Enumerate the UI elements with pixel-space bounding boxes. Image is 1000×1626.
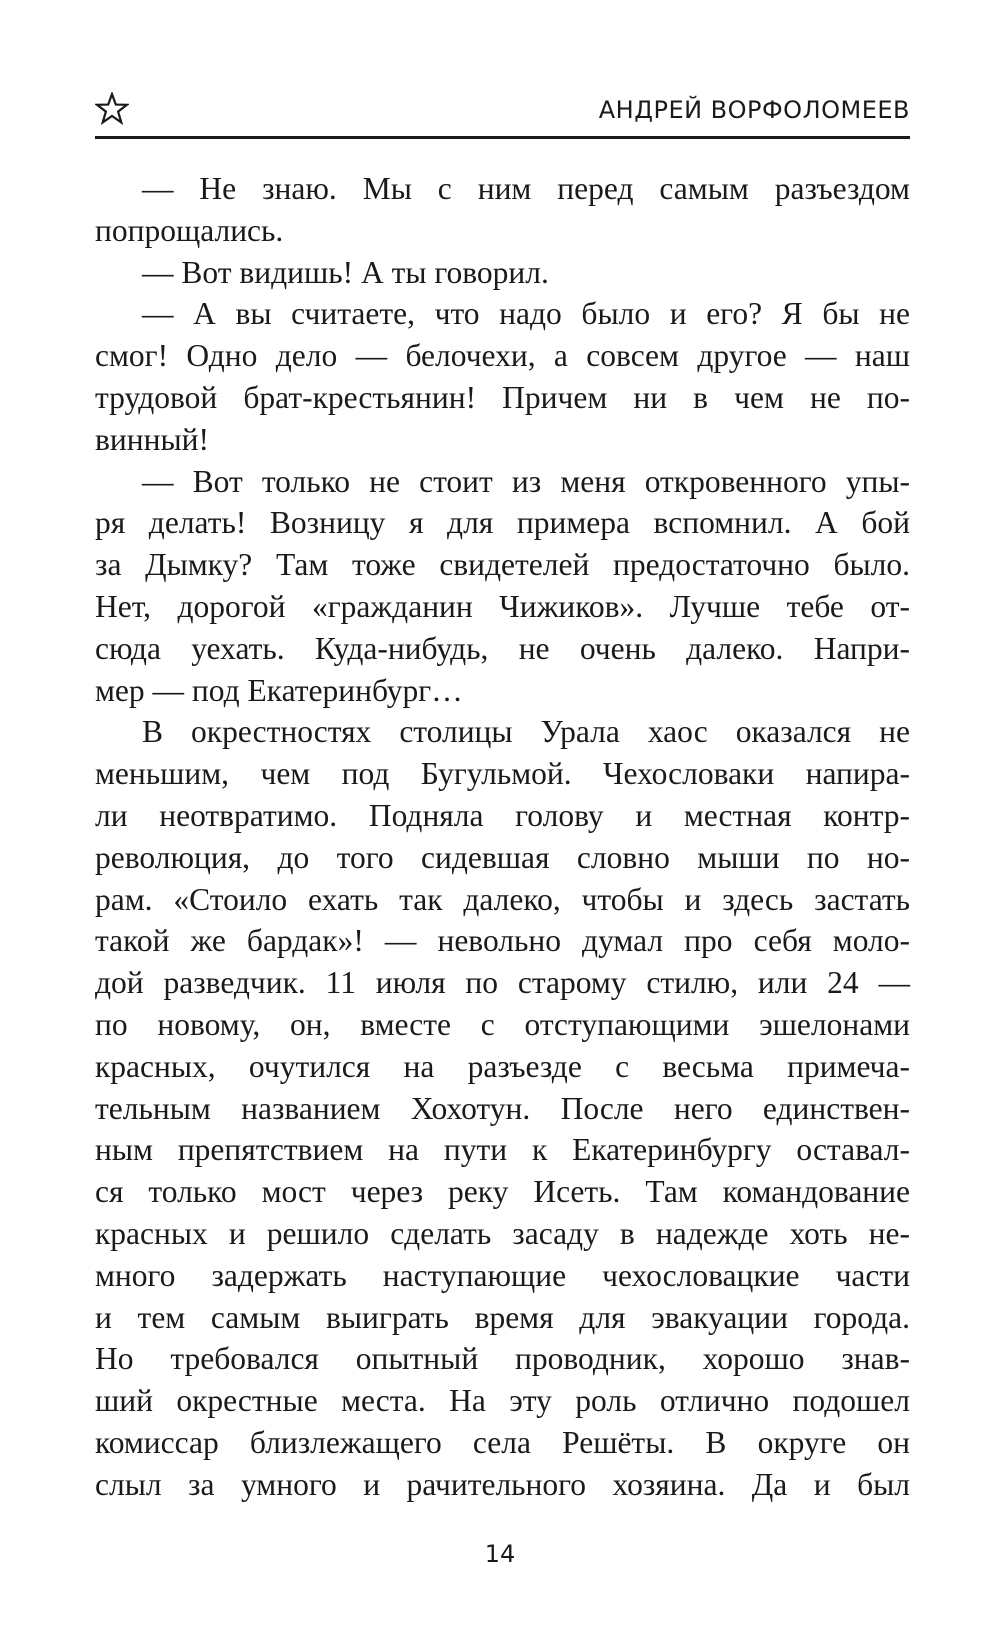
text-line: революция, до того сидевшая словно мыши по но- (95, 839, 910, 875)
text-line: по новому, он, вместе с отступающими эшелонами (95, 1006, 910, 1042)
text-line: за Дымку? Там тоже свидетелей предостаточно было. (95, 547, 910, 583)
text-line: красных и решило сделать засаду в надежде хоть не- (95, 1215, 910, 1251)
text-line: комиссар близлежащего села Решёты. В округе он (95, 1424, 910, 1460)
text-line: ным препятствием на пути к Екатеринбургу оставал- (95, 1132, 910, 1168)
text-line: ся только мост через реку Исеть. Там командование (95, 1174, 910, 1210)
text-line: — Не знаю. Мы с ним перед самым разъездом (142, 171, 910, 206)
text-line: попрощались. (95, 212, 284, 248)
text-line: слыл за умного и рачительного хозяина. Да и был (95, 1466, 910, 1502)
text-line: такой же бардак»! — невольно думал про себя моло- (95, 923, 910, 959)
star-outline-icon (95, 92, 129, 126)
header-rule (95, 136, 910, 139)
text-line: меньшим, чем под Бугульмой. Чехословаки напира- (95, 756, 910, 792)
text-line: Но требовался опытный проводник, хорошо знав- (95, 1341, 910, 1377)
running-header (95, 92, 910, 140)
author-name: АНДРЕЙ ВОРФОЛОМЕЕВ (598, 96, 910, 124)
text-line: тельным названием Хохотун. После него единствен- (95, 1090, 910, 1126)
text-line: дой разведчик. 11 июля по старому стилю, или 24 — (95, 965, 910, 1001)
text-line: В окрестностях столицы Урала хаос оказался не (142, 714, 910, 750)
text-line: красных, очутился на разъезде с весьма примеча- (95, 1048, 910, 1084)
text-line: — Вот видишь! А ты говорил. (142, 254, 549, 290)
text-line: сюда уехать. Куда-нибудь, не очень далеко. Напри- (95, 630, 910, 666)
text-line: много задержать наступающие чехословацкие части (95, 1257, 910, 1293)
text-line: — Вот только не стоит из меня откровенного упы- (142, 463, 910, 499)
page-number: 14 (484, 1540, 516, 1568)
text-line: и тем самым выиграть время для эвакуации города. (95, 1299, 910, 1335)
text-line: мер — под Екатеринбург… (95, 672, 463, 708)
text-line: — А вы считаете, что надо было и его? Я бы не (142, 296, 910, 332)
text-line: Нет, дорогой «гражданин Чижиков». Лучше тебе от- (95, 588, 910, 624)
text-line: винный! (95, 421, 209, 457)
text-line: трудовой брат-крестьянин! Причем ни в чем не по- (95, 379, 910, 415)
body-text (95, 168, 910, 1506)
text-line: ря делать! Возницу я для примера вспомнил. А бой (95, 505, 910, 541)
text-line: смог! Одно дело — белочехи, а совсем другое — наш (95, 338, 910, 374)
text-line: ли неотвратимо. Подняла голову и местная контр- (95, 797, 910, 833)
text-line: ший окрестные места. На эту роль отлично подошел (95, 1383, 910, 1419)
text-line: рам. «Стоило ехать так далеко, чтобы и здесь застать (95, 881, 910, 917)
